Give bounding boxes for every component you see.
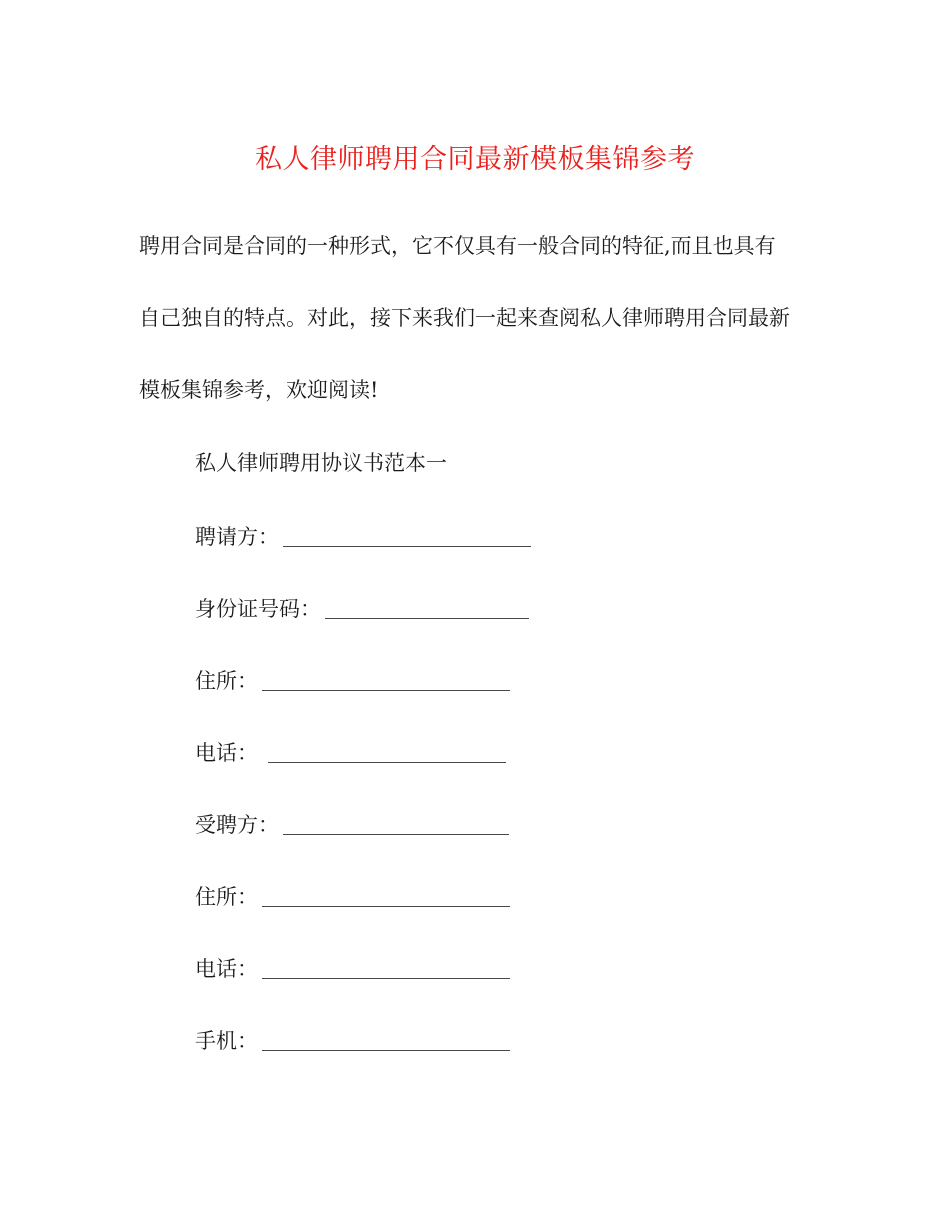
fill-in-line bbox=[262, 906, 510, 907]
intro-line-2: 自己独自的特点。对此，接下来我们一起来查阅私人律师聘用合同最新 bbox=[139, 306, 790, 330]
field-label: 住所： bbox=[195, 885, 258, 909]
form-field-employer-address bbox=[195, 664, 510, 696]
form-field-employee-mobile bbox=[195, 1024, 510, 1056]
field-label: 受聘方： bbox=[195, 813, 279, 837]
field-label: 电话： bbox=[195, 741, 258, 765]
form-field-employer bbox=[195, 520, 531, 552]
form-field-employee bbox=[195, 808, 509, 840]
document-title: 私人律师聘用合同最新模板集锦参考 bbox=[255, 144, 695, 175]
fill-in-line bbox=[262, 978, 510, 979]
field-label: 聘请方： bbox=[195, 525, 279, 549]
intro-line-3: 模板集锦参考，欢迎阅读! bbox=[139, 378, 379, 402]
field-label: 手机： bbox=[195, 1029, 258, 1053]
fill-in-line bbox=[283, 834, 509, 835]
fill-in-line bbox=[283, 546, 531, 547]
section-heading: 私人律师聘用协议书范本一 bbox=[195, 451, 447, 475]
field-label: 住所： bbox=[195, 669, 258, 693]
field-label: 身份证号码： bbox=[195, 597, 321, 621]
intro-line-1: 聘用合同是合同的一种形式，它不仅具有一般合同的特征,而且也具有 bbox=[139, 234, 776, 258]
form-field-id-number bbox=[195, 592, 529, 624]
fill-in-line bbox=[262, 1050, 510, 1051]
form-field-employer-phone bbox=[195, 736, 506, 768]
fill-in-line bbox=[268, 762, 506, 763]
field-label: 电话： bbox=[195, 957, 258, 981]
fill-in-line bbox=[262, 690, 510, 691]
fill-in-line bbox=[325, 618, 529, 619]
form-field-employee-address bbox=[195, 880, 510, 912]
form-field-employee-phone bbox=[195, 952, 510, 984]
